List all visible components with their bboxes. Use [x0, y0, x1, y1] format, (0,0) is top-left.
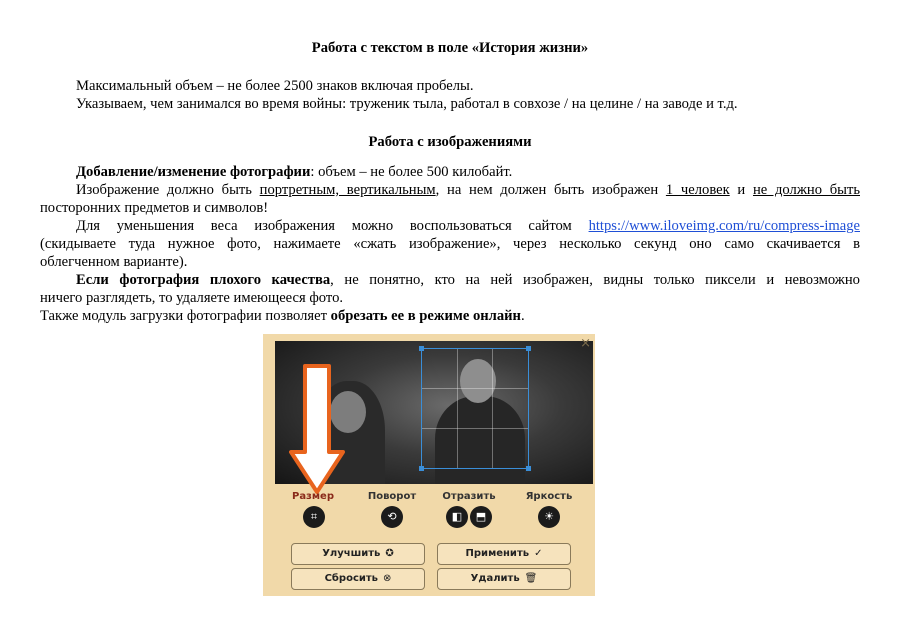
paragraph-compress-3: облегченном варианте).: [40, 254, 188, 270]
delete-label: Удалить: [470, 573, 520, 584]
tool-label-rotate: Поворот: [367, 491, 417, 502]
paragraph-compress-2: (скидываете туда нужное фото, нажимаете «сжать изображение», через несколько секунд оно само скачивается в: [40, 236, 860, 252]
req-text-c: и: [729, 182, 753, 198]
paragraph-add-photo: [40, 163, 860, 181]
req-one-person: 1 человек: [665, 182, 730, 198]
apply-label: Применить: [465, 548, 530, 559]
add-photo-bold: Добавление/изменение фотографии: [76, 164, 311, 180]
bad-quality-rest: , не понятно, кто на ней изображен, видны только пиксели и невозможно: [330, 272, 860, 288]
tool-label-brightness: Яркость: [525, 491, 573, 502]
apply-button[interactable]: [437, 543, 571, 565]
check-icon: ✓: [534, 548, 543, 559]
reset-label: Сбросить: [324, 573, 378, 584]
delete-button[interactable]: [437, 568, 571, 590]
req-portrait: портретным, вертикальным: [259, 182, 436, 198]
rotate-icon[interactable]: ⟲: [381, 506, 403, 528]
crop-bold: обрезать ее в режиме онлайн: [330, 308, 521, 324]
arrow-pointer-icon: [289, 364, 345, 494]
paragraph-war-activity: Указываем, чем занимался во время войны: труженик тыла, работал в совхозе / на целине / на заводе и т.д.: [76, 96, 738, 112]
req-no-objects: не должно быть: [752, 182, 860, 198]
paragraph-crop-online: [40, 307, 860, 325]
add-photo-rest: : объем – не более 500 килобайт.: [310, 164, 513, 180]
paragraph-bad-quality: [40, 271, 860, 289]
flip-vertical-icon[interactable]: ⬒: [470, 506, 492, 528]
cancel-icon: ⊗: [383, 573, 392, 584]
tool-label-flip: Отразить: [442, 491, 496, 502]
star-icon: ✪: [385, 548, 394, 559]
paragraph-compress: [40, 217, 860, 235]
paragraph-max-length: Максимальный объем – не более 2500 знаков включая пробелы.: [76, 78, 474, 94]
heading-life-story: Работа с текстом в поле «История жизни»: [311, 40, 589, 56]
crop-frame[interactable]: [421, 348, 529, 469]
crop-handle[interactable]: [419, 346, 424, 351]
improve-label: Улучшить: [322, 548, 381, 559]
brightness-icon[interactable]: ☀: [538, 506, 560, 528]
crop-handle[interactable]: [526, 466, 531, 471]
bad-quality-bold: Если фотография плохого качества: [76, 272, 331, 288]
crop-icon[interactable]: ⌗: [303, 506, 325, 528]
paragraph-bad-quality-2: ничего разглядеть, то удаляете имеющееся фото.: [40, 290, 344, 306]
compress-link[interactable]: https://www.iloveimg.com/ru/compress-image: [588, 218, 860, 234]
paragraph-photo-requirements: [40, 181, 860, 199]
improve-button[interactable]: [291, 543, 425, 565]
flip-horizontal-icon[interactable]: ◧: [446, 506, 468, 528]
crop-dot: .: [520, 308, 525, 324]
crop-text: Также модуль загрузки фотографии позволяет: [40, 308, 331, 324]
reset-button[interactable]: [291, 568, 425, 590]
close-icon[interactable]: ×: [580, 336, 591, 351]
req-text-b: , на нем должен быть изображен: [435, 182, 666, 198]
paragraph-photo-requirements-2: посторонних предметов и символов!: [40, 200, 269, 216]
compress-text: Для уменьшения веса изображения можно воспользоваться сайтом: [76, 218, 589, 234]
req-text-a: Изображение должно быть: [76, 182, 260, 198]
trash-icon: 🗑: [524, 573, 538, 584]
heading-images: Работа с изображениями: [368, 134, 532, 150]
tool-label-size: Размер: [291, 491, 334, 502]
crop-handle[interactable]: [526, 346, 531, 351]
photo-editor-screenshot: [263, 334, 595, 596]
crop-handle[interactable]: [419, 466, 424, 471]
